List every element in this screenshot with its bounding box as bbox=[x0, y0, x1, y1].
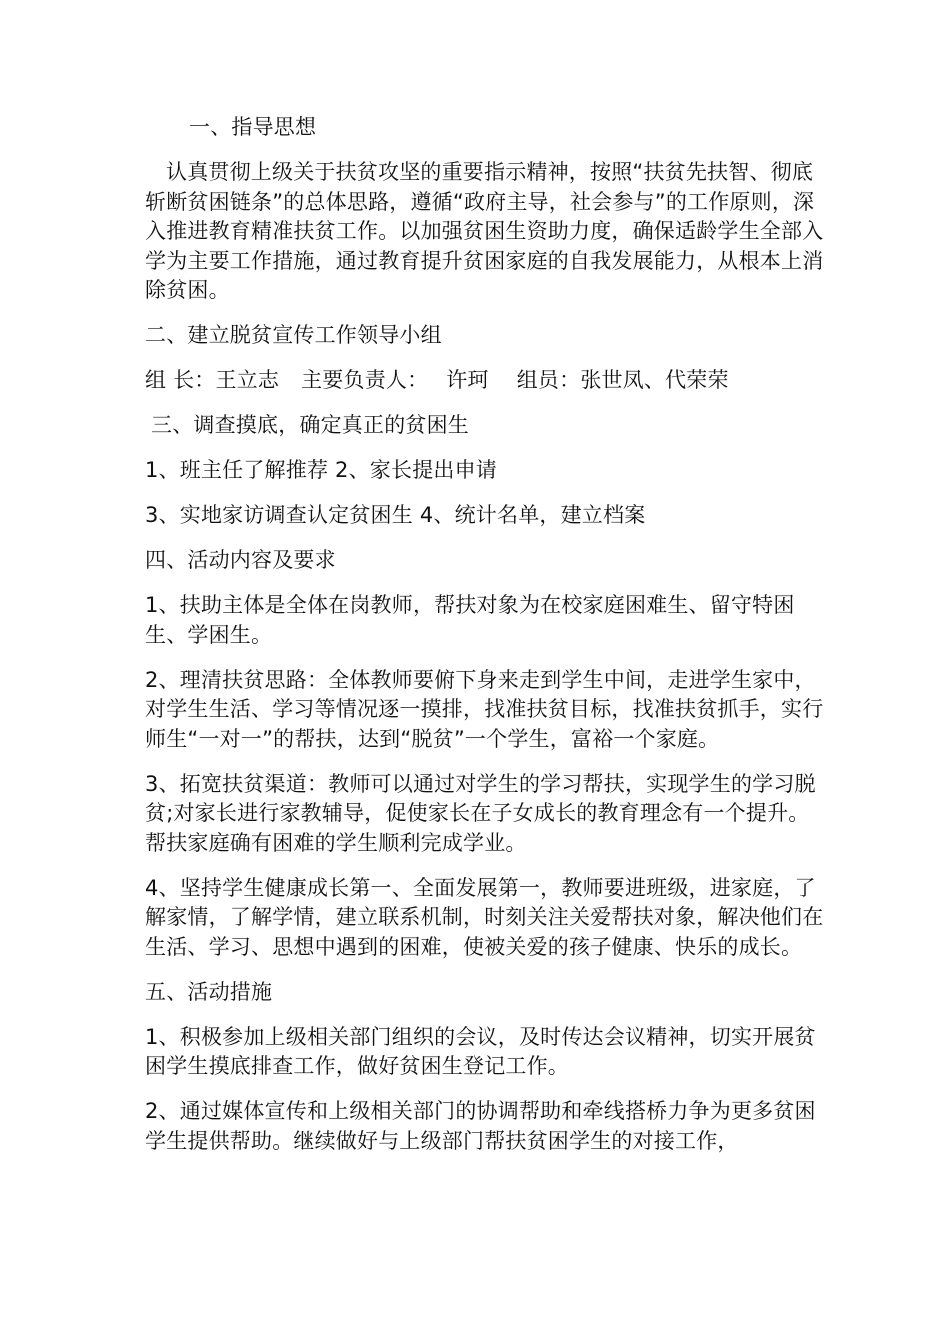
section-3-line-2: 3、实地家访调查认定贫困生 4、统计名单，建立档案 bbox=[145, 503, 646, 527]
section-4-item: 4、坚持学生健康成长第一、全面发展第一，教师要进班级，进家庭，了解家情，了解学情，建立联系机制，时刻关注关爱帮扶对象，解决他们在生活、学习、思想中遇到的困难，使被关爱的孩子健康、快乐的成长。 bbox=[145, 875, 824, 959]
section-1-title: 一、指导思想 bbox=[189, 115, 317, 139]
chief-label: 主要负责人： bbox=[301, 368, 429, 392]
section-5-item: 1、积极参加上级相关部门组织的会议，及时传达会议精神，切实开展贫困学生摸底排查工作，做好贫困生登记工作。 bbox=[145, 1024, 816, 1078]
member-names: 张世凤、代荣荣 bbox=[580, 368, 729, 392]
section-5-item: 2、通过媒体宣传和上级相关部门的协调帮助和牵线搭桥力争为更多贫困学生提供帮助。继续做好与上级部门帮扶贫困学生的对接工作， bbox=[145, 1099, 816, 1153]
section-2-title: 二、建立脱贫宣传工作领导小组 bbox=[145, 323, 442, 347]
leader-label: 组 长： bbox=[145, 368, 216, 392]
section-3-line-1: 1、班主任了解推荐 2、家长提出申请 bbox=[145, 458, 497, 482]
member-label: 组员： bbox=[516, 368, 581, 392]
section-4-item: 2、理清扶贫思路：全体教师要俯下身来走到学生中间，走进学生家中，对学生生活、学习等情况逐一摸排，找准扶贫目标，找准扶贫抓手，实行师生“一对一”的帮扶，达到“脱贫”一个学生，富裕一个家庭。 bbox=[145, 667, 824, 751]
section-4-title: 四、活动内容及要求 bbox=[145, 548, 336, 572]
section-3-title: 三、调查摸底，确定真正的贫困生 bbox=[151, 413, 469, 437]
section-4-item: 1、扶助主体是全体在岗教师，帮扶对象为在校家庭困难生、留守特困生、学困生。 bbox=[145, 593, 795, 647]
section-1-body: 认真贯彻上级关于扶贫攻坚的重要指示精神，按照“扶贫先扶智、彻底斩断贫困链条”的总体思路，遵循“政府主导，社会参与”的工作原则，深入推进教育精准扶贫工作。以加强贫困生资助力度，确保适龄学生全部入学为主要工作措施，通过教育提升贫困家庭的自我发展能力，从根本上消除贫困。 bbox=[145, 160, 824, 302]
section-5-title: 五、活动措施 bbox=[145, 979, 273, 1004]
chief-name: 许珂 bbox=[446, 368, 489, 392]
section-4-item: 3、拓宽扶贫渠道：教师可以通过对学生的学习帮扶，实现学生的学习脱贫;对家长进行家教辅导，促使家长在子女成长的教育理念有一个提升。帮扶家庭确有困难的学生顺利完成学业。 bbox=[145, 771, 816, 855]
document-body bbox=[145, 113, 825, 1172]
team-roster bbox=[145, 366, 825, 396]
leader-name: 王立志 bbox=[215, 368, 280, 392]
